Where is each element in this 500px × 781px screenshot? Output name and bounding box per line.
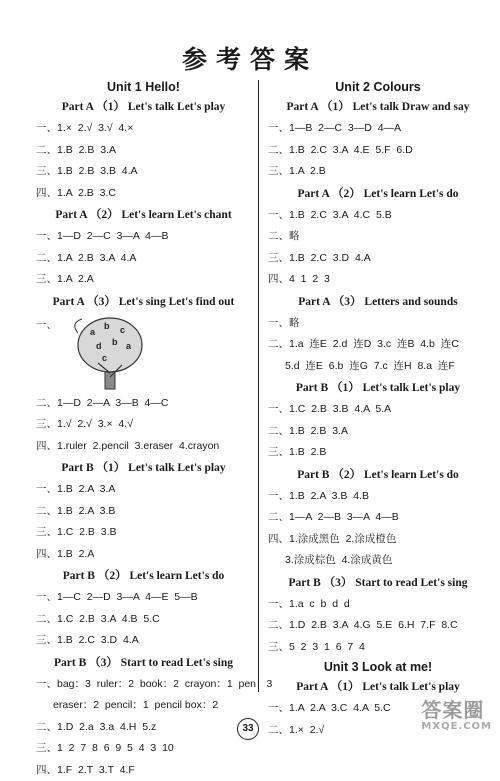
- answer-line: 5.d 连E 6.b 连G 7.c 连H 8.a 连F: [268, 356, 488, 378]
- answer-line: 三、1.B 2.B: [268, 442, 488, 464]
- answer-line: 三、1.C 2.B 3.B: [36, 522, 251, 544]
- page-number: 33: [237, 718, 259, 740]
- answer-line: 二、1—A 2—B 3—A 4—B: [268, 507, 488, 529]
- answer-line: 三、1.B 2.C 3.D 4.A: [36, 630, 251, 652]
- answer-line: 一、1.B 2.A 3.A: [36, 479, 251, 501]
- section-heading: Part A （2） Let's learn Let's chant: [36, 204, 251, 226]
- answer-line: 一、1.B 2.C 3.A 4.C 5.B: [268, 205, 488, 227]
- section-heading: Part A （3） Letters and sounds: [268, 291, 488, 313]
- unit-title: Unit 1 Hello!: [36, 78, 251, 96]
- answer-line: 二、1.B 2.A 3.B: [36, 501, 251, 523]
- watermark-text: 答案圈: [421, 698, 484, 722]
- answer-line: 一、bag：3 ruler：2 book：2 crayon：1 pen：3: [36, 674, 251, 696]
- answer-line: 一、1—B 2—C 3—D 4—A: [268, 118, 488, 140]
- tree-letter: a: [126, 341, 132, 351]
- tree-letter: b: [104, 321, 110, 331]
- section-heading: Part B （3） Start to read Let's sing: [268, 572, 488, 594]
- tree-letter: b: [112, 337, 118, 347]
- letter-tree-icon: [74, 315, 146, 391]
- answer-line: 四、1.ruler 2.pencil 3.eraser 4.crayon: [36, 436, 251, 458]
- answer-line: 三、1.A 2.B: [268, 161, 488, 183]
- answer-line: 四、1.涂成黑色 2.涂成橙色: [268, 529, 488, 551]
- answer-line: 三、1.B 2.C 3.D 4.A: [268, 248, 488, 270]
- answer-line: eraser：2 pencil：1 pencil box：2: [36, 695, 251, 717]
- answer-line: 一、1—D 2—C 3—A 4—B: [36, 226, 251, 248]
- answer-line: 二、1.a 连E 2.d 连D 3.c 连B 4.b 连C: [268, 334, 488, 356]
- unit-title: Unit 3 Look at me!: [268, 658, 488, 676]
- unit-title: Unit 2 Colours: [268, 78, 488, 96]
- tree-letter: a: [90, 327, 96, 337]
- answer-line: 三、1.A 2.A: [36, 269, 251, 291]
- answer-line: 二、1.B 2.B 3.A: [36, 140, 251, 162]
- answer-line: 四、1.B 2.A: [36, 544, 251, 566]
- tree-letter: c: [120, 325, 125, 335]
- answer-line: 一、1.A 2.A 3.C 4.A 5.C: [268, 698, 488, 720]
- answer-line: 一、1.C 2.B 3.B 4.A 5.A: [268, 399, 488, 421]
- watermark-site: MXQE.COM: [421, 721, 492, 732]
- answer-line: 二、1—D 2—A 3—B 4—C: [36, 393, 251, 415]
- answer-line: 三、1.B 2.B 3.B 4.A: [36, 161, 251, 183]
- answer-line: 二、1.A 2.B 3.A 4.A: [36, 248, 251, 270]
- section-heading: Part A （1） Let's talk Let's play: [36, 96, 251, 118]
- tree-letter: c: [102, 353, 107, 363]
- answer-line: 二、1.× 2.√: [268, 720, 488, 742]
- section-heading: Part A （1） Let's talk Draw and say: [268, 96, 488, 118]
- answer-line: 一、1.× 2.√ 3.√ 4.×: [36, 118, 251, 140]
- section-heading: Part B （3） Start to read Let's sing: [36, 652, 251, 674]
- section-heading: Part B （2） Let's learn Let's do: [36, 565, 251, 587]
- answer-line: 三、5 2 3 1 6 7 4: [268, 637, 488, 659]
- answer-line: 一、略: [268, 313, 488, 335]
- answer-line: 四、1.F 2.T 3.T 4.F: [36, 760, 251, 781]
- answer-line: 四、4 1 2 3: [268, 269, 488, 291]
- section-heading: Part A （1） Let's talk Let's play: [268, 676, 488, 698]
- section-heading: Part A （2） Let's learn Let's do: [268, 183, 488, 205]
- watermark-logo: [421, 694, 492, 732]
- answer-line: 二、略: [268, 226, 488, 248]
- left-column: [36, 78, 251, 781]
- answer-line: 一、1—C 2—D 3—A 4—E 5—B: [36, 587, 251, 609]
- answer-line: 三、1 2 7 8 6 9 5 4 3 10: [36, 738, 251, 760]
- section-heading: Part A （3） Let's sing Let's find out: [36, 291, 251, 313]
- right-column: [268, 78, 488, 741]
- section-heading: Part B （1） Let's talk Let's play: [36, 457, 251, 479]
- answer-line: 三、1.√ 2.√ 3.× 4.√: [36, 414, 251, 436]
- answer-line: 二、1.D 2.B 3.A 4.G 5.E 6.H 7.F 8.C: [268, 615, 488, 637]
- answer-line: 二、1.C 2.B 3.A 4.B 5.C: [36, 609, 251, 631]
- section-heading: Part B （2） Let's learn Let's do: [268, 464, 488, 486]
- answer-line: 一、: [36, 315, 57, 337]
- answer-line: 二、1.B 2.C 3.A 4.E 5.F 6.D: [268, 140, 488, 162]
- column-divider: [258, 80, 259, 692]
- page-title: 参考答案: [0, 40, 500, 76]
- tree-letter: d: [96, 341, 102, 351]
- answer-line: 四、1.A 2.B 3.C: [36, 183, 251, 205]
- section-heading: Part B （1） Let's talk Let's play: [268, 377, 488, 399]
- answer-line: 二、1.D 2.a 3.a 4.H 5.z: [36, 717, 251, 739]
- answer-line: 二、1.B 2.B 3.A: [268, 421, 488, 443]
- answer-line: 3.涂成棕色 4.涂成黄色: [268, 550, 488, 572]
- answer-line: 一、1.a c b d d: [268, 594, 488, 616]
- tree-illustration: [36, 313, 251, 393]
- answer-line: 一、1.B 2.A 3.B 4.B: [268, 486, 488, 508]
